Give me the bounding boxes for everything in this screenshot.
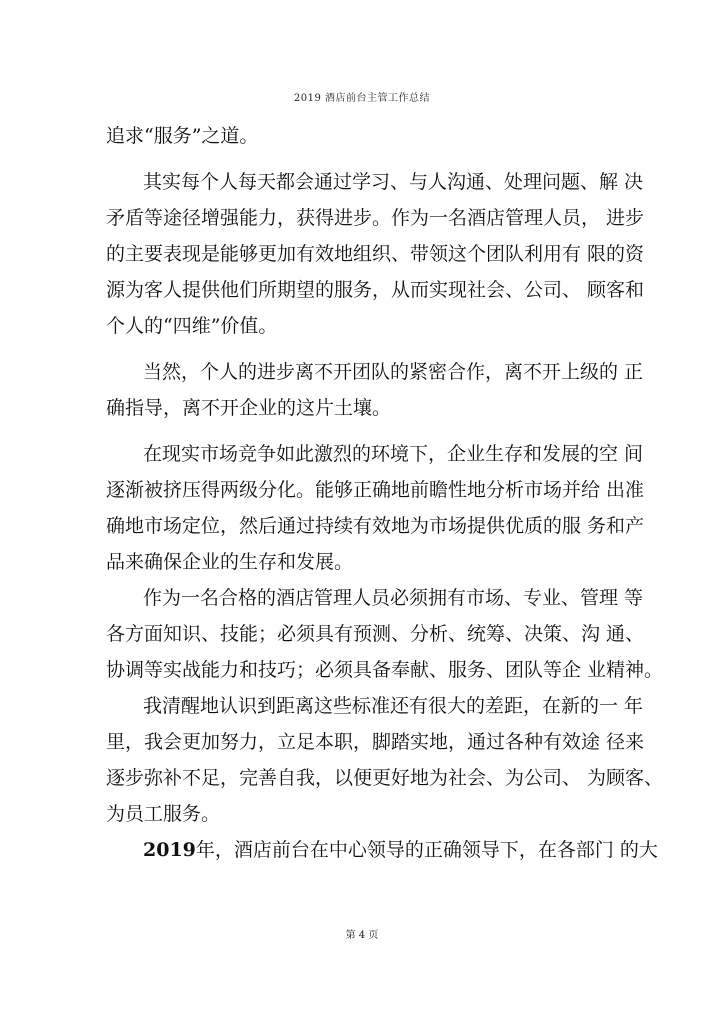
text-line: 品来确保企业的生存和发展。 xyxy=(106,551,354,573)
paragraph xyxy=(106,118,626,154)
text-line: 作为一名合格的酒店管理人员必须拥有市场、专业、管理 等 xyxy=(143,587,644,609)
text-line: 为员工服务。 xyxy=(106,803,221,825)
text-line: 确指导，离不开企业的这片土壤。 xyxy=(106,397,392,419)
text-fragment: 年，酒店前台在中心领导的正确领导下，在各部门 的大 xyxy=(195,839,658,861)
text-line: 协调等实战能力和技巧；必须具备奉献、服务、团队等企 业精神。 xyxy=(106,659,664,681)
text-line: 其实每个人每天都会通过学习、与人沟通、处理问题、解 决 xyxy=(143,171,644,193)
text-line xyxy=(106,832,658,868)
paragraph xyxy=(106,688,664,832)
paragraph xyxy=(106,580,664,688)
text-line: 逐步弥补不足，完善自我，以便更好地为社会、为公司、 为顾客、 xyxy=(106,767,664,789)
text-line: 的主要表现是能够更加有效地组织、带领这个团队利用有 限的资 xyxy=(106,243,645,265)
paragraph xyxy=(106,164,645,344)
text-line: 在现实市场竞争如此激烈的环境下，企业生存和发展的空 间 xyxy=(143,443,644,465)
year-text: 2019 xyxy=(143,839,196,861)
page-header: 2019 酒店前台主管工作总结 xyxy=(293,93,431,104)
text-line: 源为客人提供他们所期望的服务，从而实现社会、公司、 顾客和 xyxy=(106,279,645,301)
paragraph xyxy=(106,354,644,426)
text-line: 我清醒地认识到距离这些标准还有很大的差距，在新的一 年 xyxy=(143,695,644,717)
paragraph xyxy=(106,832,658,868)
text-line: 逐渐被挤压得两级分化。能够正确地前瞻性地分析市场并给 出准 xyxy=(106,479,645,501)
paragraph xyxy=(106,436,645,580)
text-line: 矛盾等途径增强能力，获得进步。作为一名酒店管理人员， 进步 xyxy=(106,207,645,229)
text-line: 里，我会更加努力，立足本职，脚踏实地，通过各种有效途 径来 xyxy=(106,731,645,753)
text-line: 追求“服务”之道。 xyxy=(106,125,259,147)
page-number: 第 4 页 xyxy=(345,930,379,941)
text-line: 各方面知识、技能；必须具有预测、分析、统筹、决策、沟 通、 xyxy=(106,623,645,645)
text-line: 当然，个人的进步离不开团队的紧密合作，离不开上级的 正 xyxy=(143,361,644,383)
text-line: 个人的“四维”价值。 xyxy=(106,315,278,337)
document-body xyxy=(106,118,664,868)
text-line: 确地市场定位，然后通过持续有效地为市场提供优质的服 务和产 xyxy=(106,515,645,537)
